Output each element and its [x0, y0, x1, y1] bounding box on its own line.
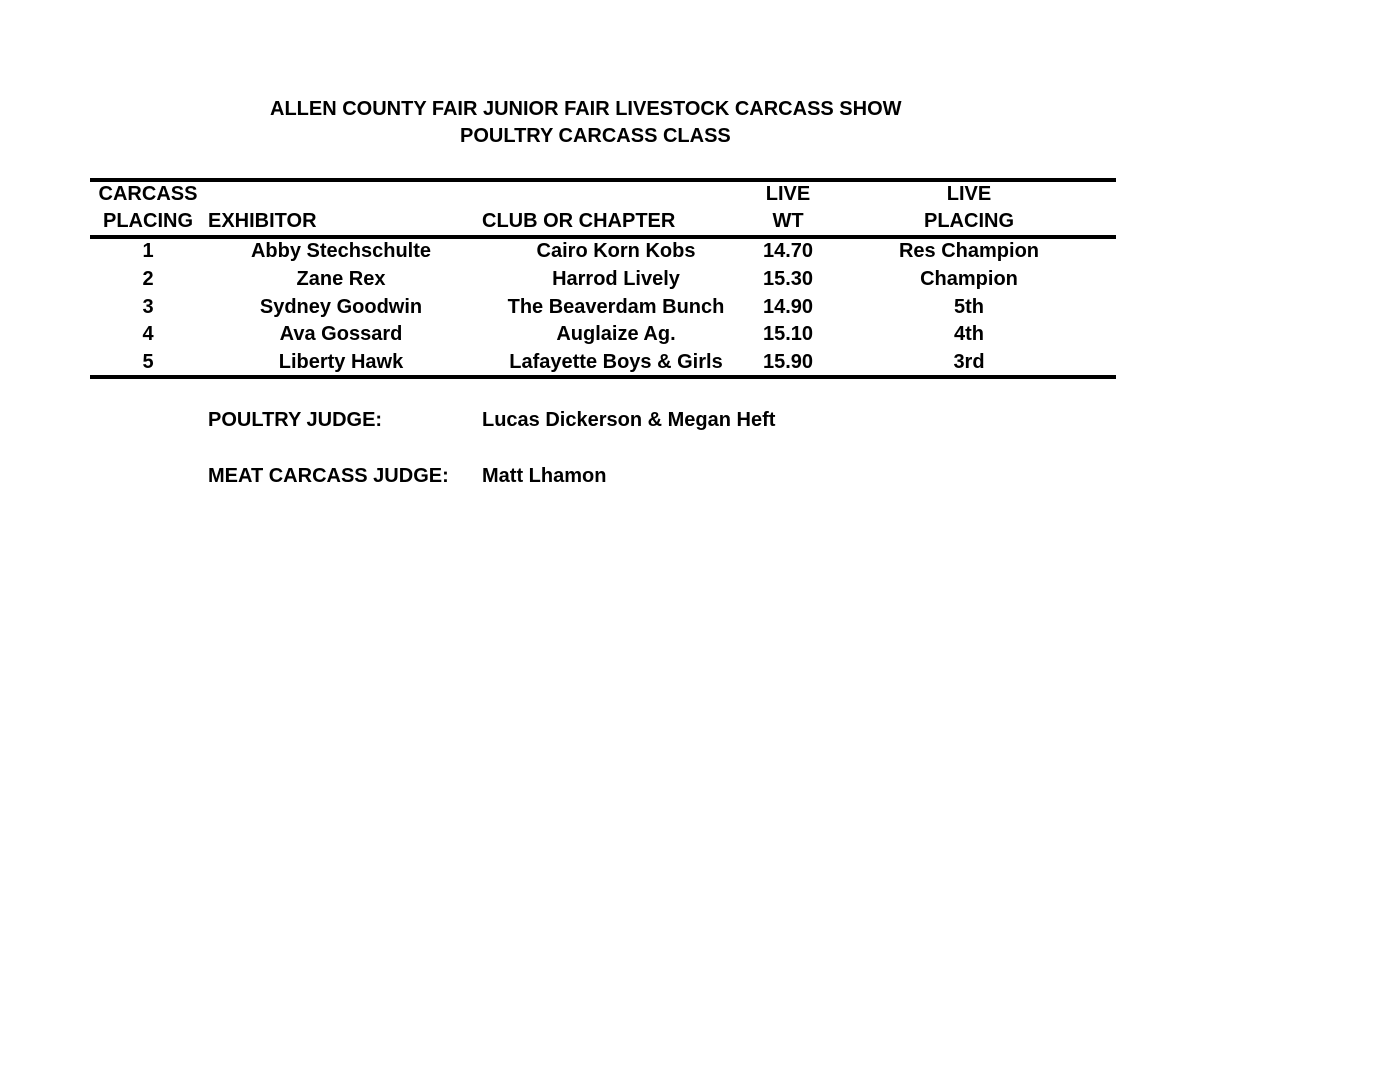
meat-judge-name: Matt Lhamon	[482, 465, 607, 487]
cell-club: The Beaverdam Bunch	[507, 295, 725, 318]
meat-judge-label: MEAT CARCASS JUDGE:	[208, 465, 449, 487]
cell-weight: 14.70	[762, 240, 814, 262]
cell-live-placing: Res Champion	[898, 240, 1040, 262]
header-exhibitor: EXHIBITOR	[208, 210, 317, 232]
cell-club: Auglaize Ag.	[556, 323, 676, 346]
header-live-placing-top: LIVE	[946, 183, 992, 205]
table-bottom-rule	[90, 375, 1116, 379]
header-club: CLUB OR CHAPTER	[482, 210, 676, 232]
cell-live-placing: 4th	[954, 323, 984, 346]
cell-exhibitor: Zane Rex	[296, 267, 386, 290]
poultry-judge-name: Lucas Dickerson & Megan Heft	[482, 409, 776, 431]
cell-exhibitor: Sydney Goodwin	[259, 295, 423, 318]
document-title: ALLEN COUNTY FAIR JUNIOR FAIR LIVESTOCK CARCASS SHOW	[270, 98, 902, 120]
cell-placing: 1	[142, 240, 154, 262]
cell-placing: 3	[142, 295, 154, 318]
header-live-placing-bottom: PLACING	[924, 210, 1014, 232]
header-live-wt-top: LIVE	[765, 183, 811, 205]
cell-club: Lafayette Boys & Girls	[509, 351, 723, 374]
document-subtitle: POULTRY CARCASS CLASS	[460, 125, 731, 147]
cell-live-placing: 3rd	[953, 351, 985, 374]
cell-weight: 15.90	[762, 351, 814, 374]
cell-weight: 14.90	[762, 295, 814, 318]
header-carcass-placing-bottom: PLACING	[103, 210, 193, 232]
cell-placing: 4	[142, 323, 154, 346]
cell-exhibitor: Ava Gossard	[279, 323, 403, 346]
cell-exhibitor: Liberty Hawk	[278, 351, 404, 374]
cell-club: Harrod Lively	[552, 267, 680, 290]
cell-live-placing: 5th	[954, 295, 984, 318]
poultry-judge-label: POULTRY JUDGE:	[208, 409, 383, 431]
header-carcass-placing-top: CARCASS	[98, 183, 198, 205]
cell-weight: 15.30	[762, 267, 814, 290]
cell-live-placing: Champion	[920, 267, 1018, 290]
cell-weight: 15.10	[762, 323, 814, 346]
header-live-wt-bottom: WT	[772, 210, 804, 232]
cell-club: Cairo Korn Kobs	[536, 240, 696, 262]
cell-exhibitor: Abby Stechschulte	[250, 240, 432, 262]
cell-placing: 2	[142, 267, 154, 290]
cell-placing: 5	[142, 351, 154, 374]
